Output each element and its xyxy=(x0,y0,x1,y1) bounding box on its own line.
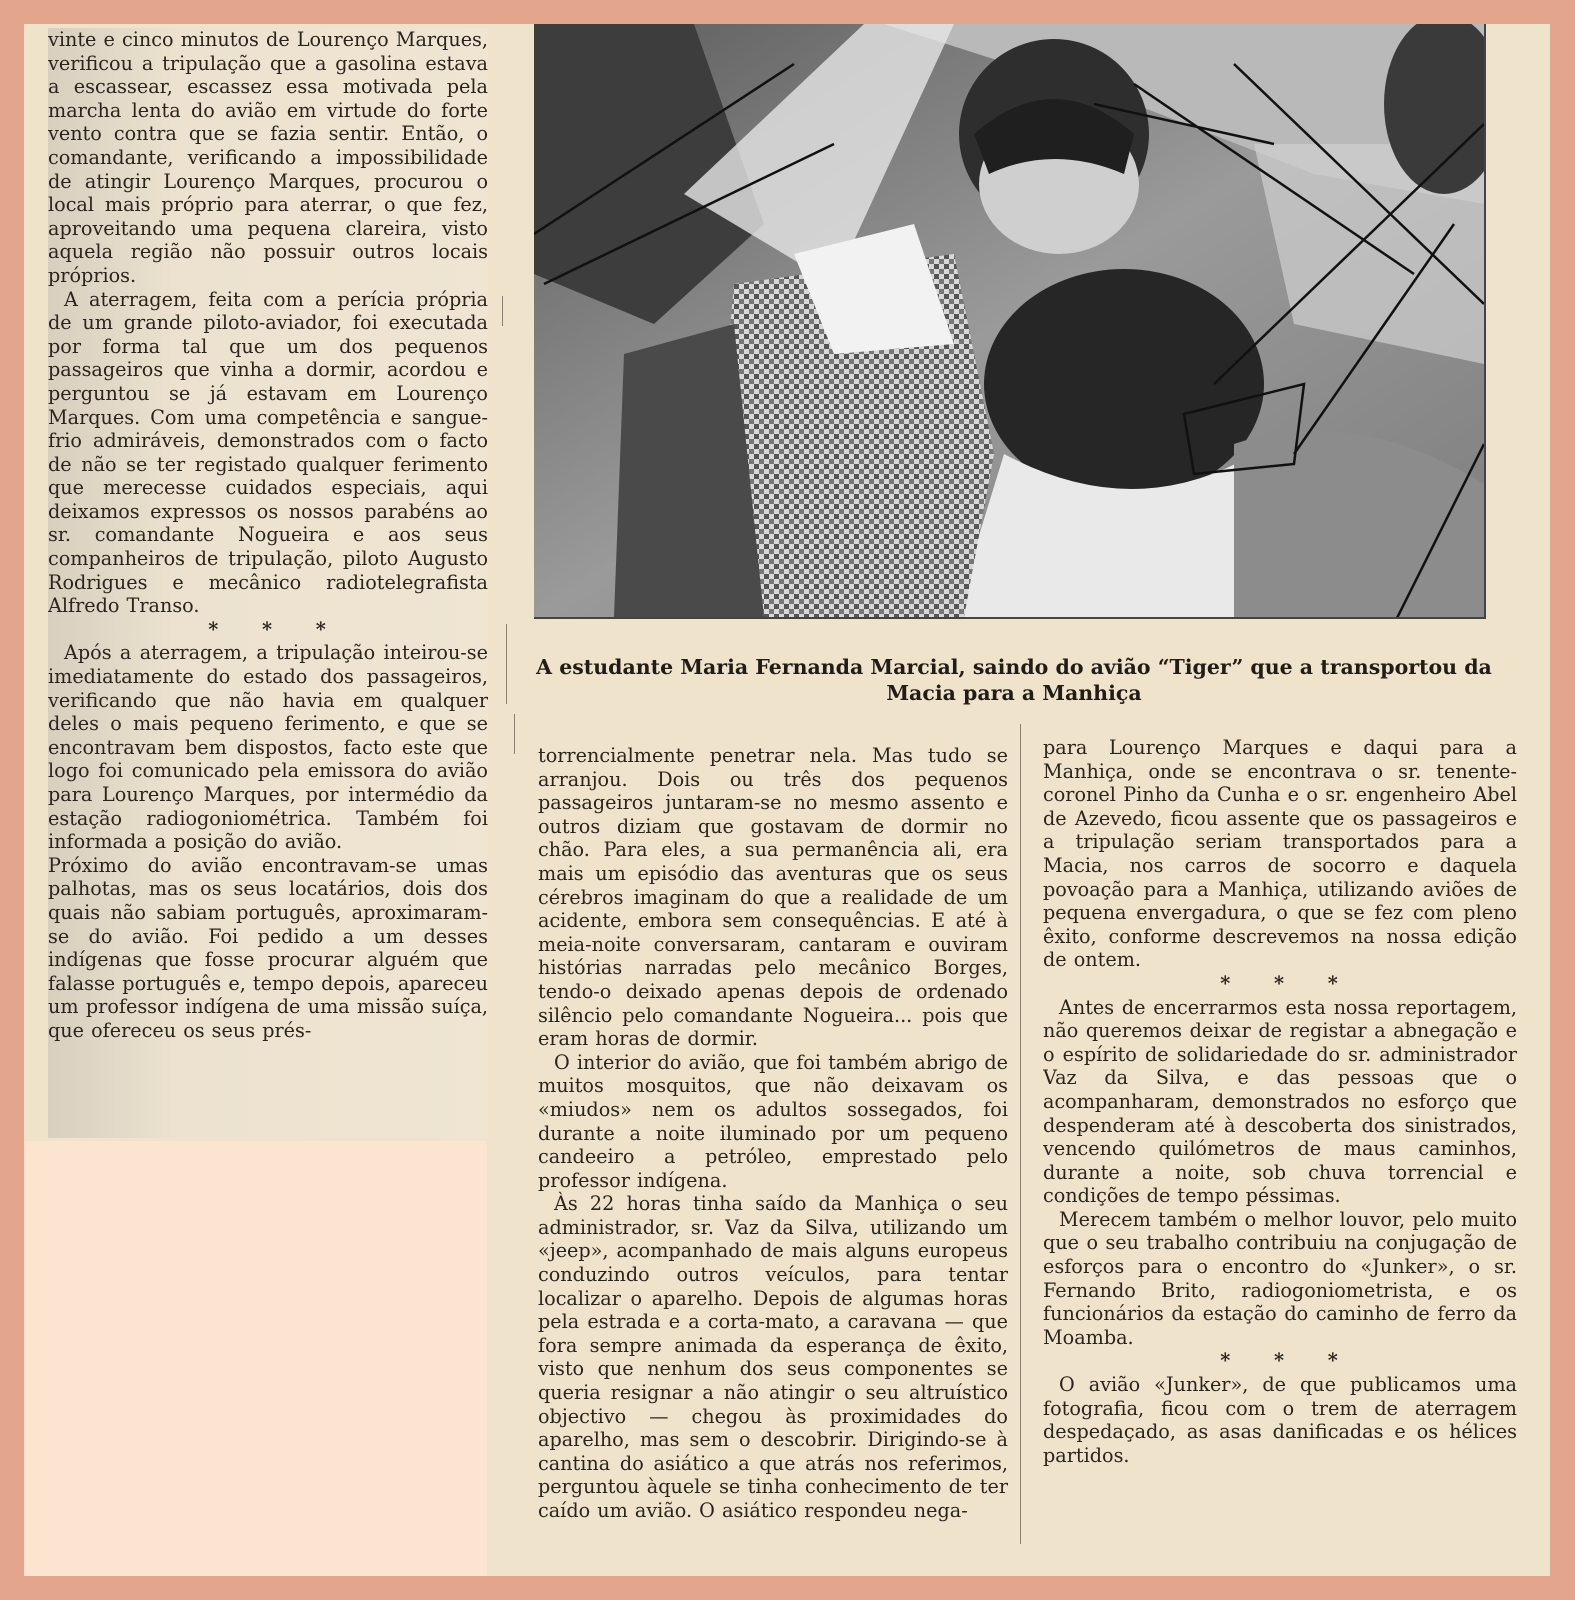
paragraph: Às 22 horas tinha saído da Manhiça o seu administrador, sr. Vaz da Silva, utilizando um «jeep», acompanhado de mais alguns europeus conduzindo outros veículos, para tentar localizar o aparelho. Depois de algumas horas pela estrada e a corta-mato, a caravana — que fora sempre animada da esperança de êxito, visto que nenhum dos seus componentes se queria resignar a não atingir o seu altruístico objectivo — chegou às proximidades do aparelho, mas sem o descobrir. Dirigindo-se à cantina do asiático a que atrás nos referimos, perguntou àquele se tinha conhecimento de ter caído um avião. O asiático respondeu nega- xyxy=(538,1192,1008,1522)
photo-caption: A estudante Maria Fernanda Marcial, saindo do avião “Tiger” que a transportou da Macia para a Manhiça xyxy=(536,655,1492,705)
column-rule xyxy=(1020,724,1021,1544)
paragraph: O avião «Junker», de que publicamos uma fotografia, ficou com o trem de aterragem despedaçado, as asas danificadas e os hélices partidos. xyxy=(1043,1373,1517,1467)
paragraph: A aterragem, feita com a perícia própria de um grande piloto-aviador, foi executada por forma tal que um dos pequenos passageiros que vinha a dormir, acordou e perguntou se já estavam em Lourenço Marques. Com uma competência e sangue-frio admiráveis, demonstrados com o facto de não se ter registado qualquer ferimento que merecesse cuidados especiais, aqui deixamos expressos os nossos parabéns ao sr. comandante Nogueira e aos seus companheiros de tripulação, piloto Augusto Rodrigues e mecânico radiotelegrafista Alfredo Transo. xyxy=(48,287,488,618)
article-column-1 xyxy=(48,28,488,1138)
paragraph: torrencialmente penetrar nela. Mas tudo se arranjou. Dois ou três dos pequenos passageiros juntaram-se no mesmo assento e outros diziam que gostavam de dormir no chão. Para eles, a sua permanência ali, era mais um episódio das aventuras que os seus cérebros imaginam do que a realidade de um acidente, embora sem consequências. E até à meia-noite conversaram, cantaram e ouviram histórias narradas pelo mecânico Borges, tendo-o deixado apenas depois de ordenado silêncio pelo comandante Nogueira... pois que eram horas de dormir. xyxy=(538,744,1008,1051)
news-photo xyxy=(534,24,1486,619)
paragraph: Antes de encerrarmos esta nossa reportagem, não queremos deixar de registar a abnegação e o espírito de solidariedade do sr. administrador Vaz da Silva, e das pessoas que o acompanharam, demonstrados no esforço que despenderam até à descoberta dos sinistrados, vencendo quilómetros de maus caminhos, durante a noite, sob chuva torrencial e condições de tempo péssimas. xyxy=(1043,995,1517,1208)
paragraph: Merecem também o melhor louvor, pelo muito que o seu trabalho contribuiu na conjugação de esforços para o encontro do «Junker», o sr. Fernando Brito, radiogoniometrista, e os funcionários da estação do caminho de ferro da Moamba. xyxy=(1043,1207,1517,1349)
paragraph: Após a aterragem, a tripulação inteirou-se imediatamente do estado dos passageiros, verificando que não havia em qualquer deles o mais pequeno ferimento, e que se encontravam bem dispostos, facto este que logo foi comunicado pela emissora do avião para Lourenço Marques, por intermédio da estação radiogoniométrica. Também foi informada a posição do avião. xyxy=(48,641,488,854)
section-separator: * * * xyxy=(1220,971,1356,995)
column-rule xyxy=(514,714,515,754)
paragraph: O interior do avião, que foi também abrigo de muitos mosquitos, que não deixavam os «miudos» nem os adultos sossegados, foi durante a noite iluminado por um pequeno candeeiro a petróleo, emprestado pelo professor indígena. xyxy=(538,1050,1008,1192)
section-separator: * * * xyxy=(208,617,344,641)
paragraph: vinte e cinco minutos de Lourenço Marques, verificou a tripulação que a gasolina estava a escassear, escassez essa motivada pela marcha lenta do avião em virtude do forte vento contra que se fazia sentir. Então, o comandante, verificando a impossibilidade de atingir Lourenço Marques, procurou o local mais próprio para aterrar, o que fez, aproveitando uma pequena clareira, visto aquela região não possuir outros locais próprios. xyxy=(48,28,488,287)
airplane-passenger-photo xyxy=(534,24,1484,617)
torn-corner-background xyxy=(24,1141,487,1576)
section-separator: * * * xyxy=(1220,1349,1356,1373)
article-column-2 xyxy=(538,744,1008,1576)
article-column-3 xyxy=(1043,736,1517,1574)
column-rule xyxy=(502,296,503,326)
paragraph: para Lourenço Marques e daqui para a Manhiça, onde se encontrava o sr. tenente-coronel Pinho da Cunha e o sr. engenheiro Abel de Azevedo, ficou assente que os passageiros e a tripulação seriam transportados para a Macia, nos carros de socorro e daquela povoação para a Manhiça, utilizando aviões de pequena envergadura, o que se fez com pleno êxito, conforme descrevemos na nossa edição de ontem. xyxy=(1043,736,1517,972)
paragraph: Próximo do avião encontravam-se umas palhotas, mas os seus locatários, dois dos quais não sabiam português, aproximaram-se do avião. Foi pedido a um desses indígenas que fosse procurar alguém que falasse português e, tempo depois, apareceu um professor indígena de uma missão suíça, que ofereceu os seus prés- xyxy=(48,853,488,1042)
column-rule xyxy=(506,624,507,704)
